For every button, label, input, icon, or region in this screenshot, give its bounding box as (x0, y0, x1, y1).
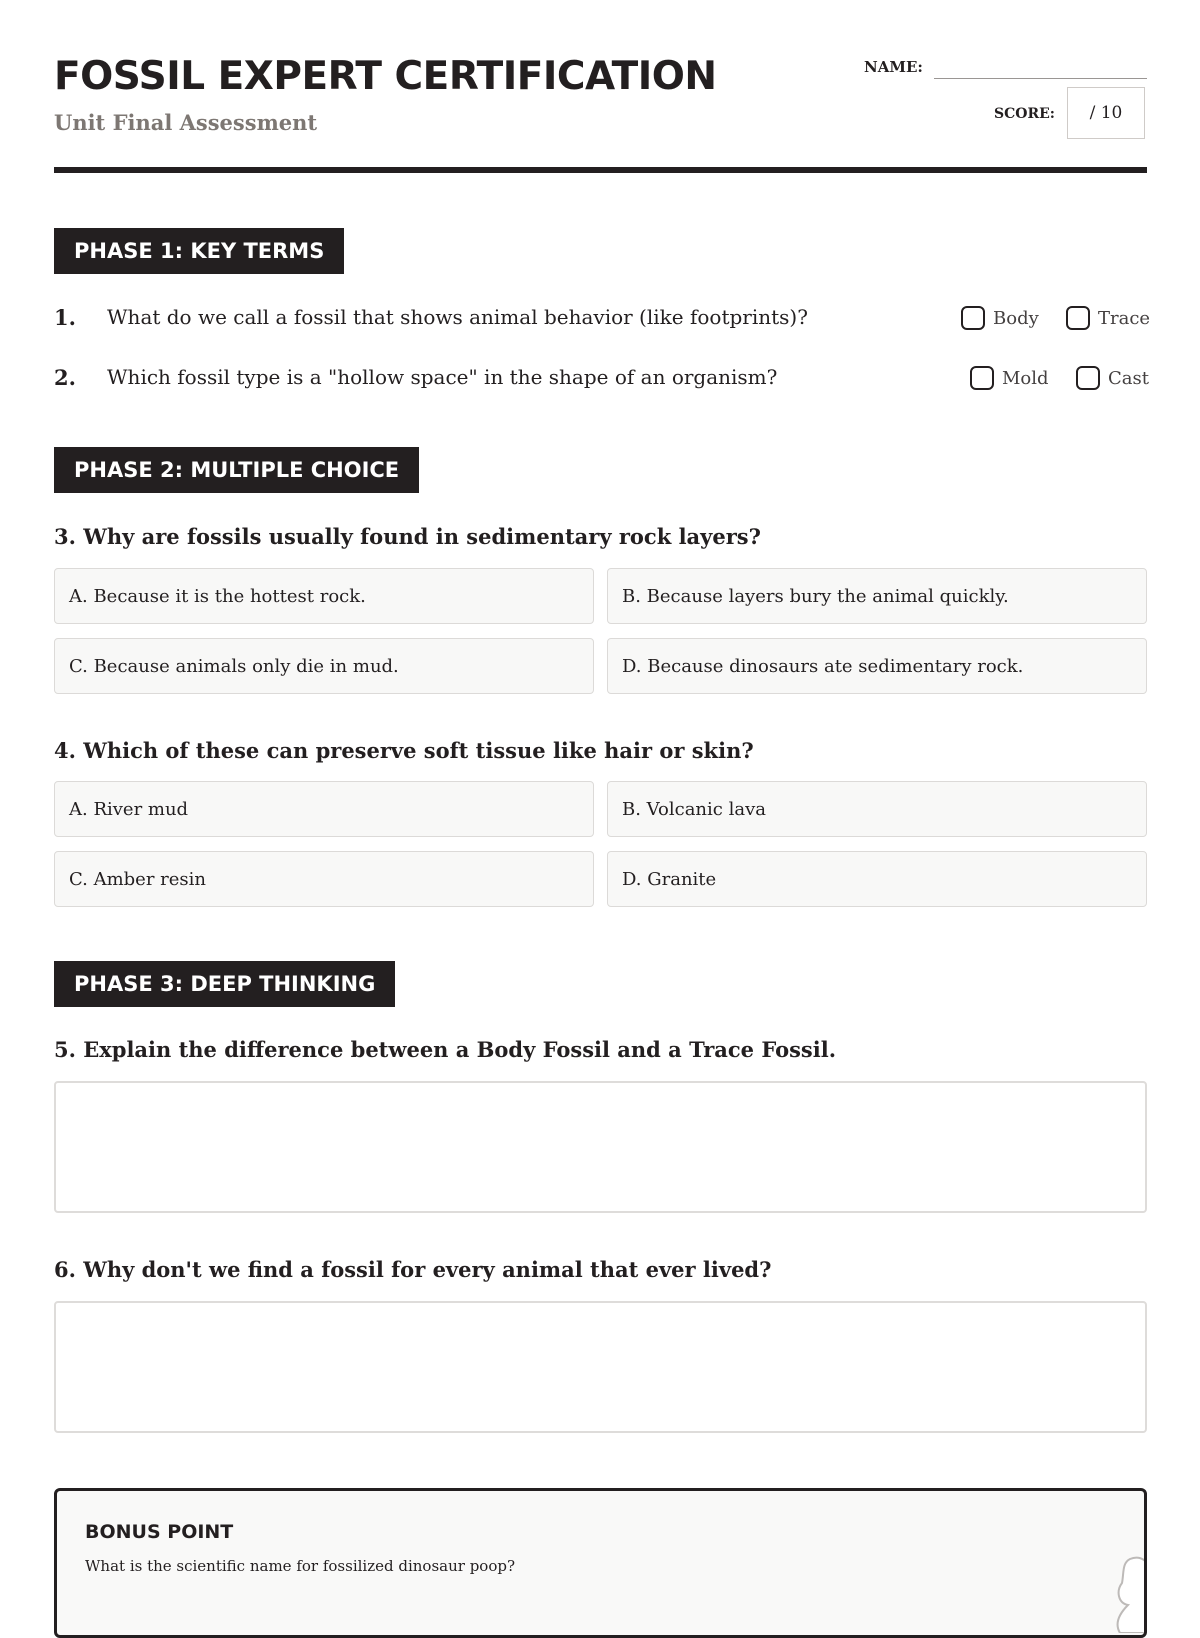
q4-choice-d[interactable]: D. Granite (607, 851, 1147, 907)
bone-icon (1090, 1553, 1147, 1633)
checkbox[interactable] (1076, 366, 1100, 390)
q3-choice-c[interactable]: C. Because animals only die in mud. (54, 638, 594, 694)
option-trace[interactable] (1066, 306, 1150, 330)
option-label: Body (993, 307, 1039, 329)
question-6: 6. Why don't we find a fossil for every animal that ever lived? (54, 1257, 772, 1282)
phase2-header: PHASE 2: MULTIPLE CHOICE (54, 447, 419, 493)
question-number: 2. (54, 365, 76, 390)
question-text: What do we call a fossil that shows animal behavior (like footprints)? (107, 305, 808, 329)
term-question-2 (54, 365, 1147, 395)
checkbox[interactable] (961, 306, 985, 330)
checkbox[interactable] (970, 366, 994, 390)
phase3-header: PHASE 3: DEEP THINKING (54, 961, 395, 1007)
option-label: Mold (1002, 367, 1049, 389)
page-title: FOSSIL EXPERT CERTIFICATION (54, 54, 717, 99)
term-question-1 (54, 305, 1151, 335)
score-label: SCORE: (994, 106, 1055, 122)
question-number: 1. (54, 305, 76, 330)
page-subtitle: Unit Final Assessment (54, 110, 318, 135)
score-box[interactable] (1067, 87, 1145, 139)
option-cast[interactable] (1076, 366, 1149, 390)
score-value: / 10 (1089, 103, 1123, 123)
q4-choice-c[interactable]: C. Amber resin (54, 851, 594, 907)
bonus-title: BONUS POINT (85, 1521, 234, 1543)
question-5: 5. Explain the difference between a Body Fossil and a Trace Fossil. (54, 1037, 837, 1062)
q4-choice-b[interactable]: B. Volcanic lava (607, 781, 1147, 837)
option-body[interactable] (961, 306, 1039, 330)
header-divider (54, 167, 1147, 173)
answer-box-6[interactable] (54, 1301, 1147, 1433)
question-4: 4. Which of these can preserve soft tissue like hair or skin? (54, 738, 754, 763)
q3-choice-b[interactable]: B. Because layers bury the animal quickly. (607, 568, 1147, 624)
q3-choice-a[interactable]: A. Because it is the hottest rock. (54, 568, 594, 624)
name-field[interactable] (934, 78, 1147, 79)
checkbox[interactable] (1066, 306, 1090, 330)
option-label: Trace (1098, 307, 1151, 329)
q3-choice-d[interactable]: D. Because dinosaurs ate sedimentary rock. (607, 638, 1147, 694)
answer-box-5[interactable] (54, 1081, 1147, 1213)
bonus-question: What is the scientific name for fossilized dinosaur poop? (85, 1557, 515, 1575)
question-text: Which fossil type is a "hollow space" in the shape of an organism? (107, 365, 778, 389)
bonus-card (54, 1488, 1147, 1638)
worksheet-page (54, 0, 1151, 1600)
option-mold[interactable] (970, 366, 1049, 390)
q4-choice-a[interactable]: A. River mud (54, 781, 594, 837)
phase1-header: PHASE 1: KEY TERMS (54, 228, 344, 274)
name-label: NAME: (864, 58, 923, 76)
question-3: 3. Why are fossils usually found in sedimentary rock layers? (54, 524, 761, 549)
option-label: Cast (1108, 367, 1149, 389)
